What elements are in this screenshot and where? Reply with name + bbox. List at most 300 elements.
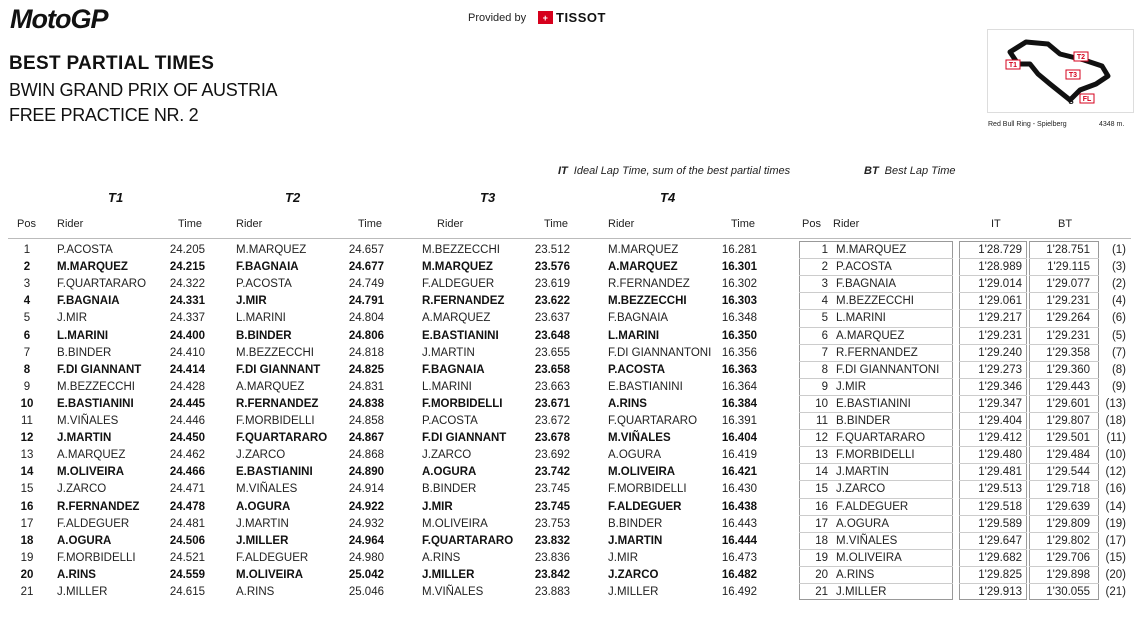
time-cell-t1: 24.478 xyxy=(169,501,205,513)
rider-cell-t1: F.MORBIDELLI xyxy=(57,552,136,564)
ideal-rider-cell: F.DI GIANNANTONI xyxy=(836,364,940,376)
row-divider xyxy=(799,258,953,259)
session-name: FREE PRACTICE NR. 2 xyxy=(9,105,199,125)
row-divider xyxy=(959,446,1027,447)
rider-cell-t3: A.RINS xyxy=(422,552,461,564)
ideal-bt-cell: 1'29.264 xyxy=(1046,312,1090,324)
row-divider xyxy=(1029,532,1099,533)
legend-it xyxy=(558,165,790,177)
col-header-rider-t2: Rider xyxy=(236,218,263,230)
time-cell-t2: 24.657 xyxy=(348,244,384,256)
rider-cell-t3: E.BASTIANINI xyxy=(422,330,499,342)
ideal-rider-cell: P.ACOSTA xyxy=(836,261,892,273)
time-cell-t1: 24.215 xyxy=(169,261,205,273)
row-divider xyxy=(959,463,1027,464)
row-divider xyxy=(1029,566,1099,567)
row-divider xyxy=(959,412,1027,413)
ideal-it-cell: 1'29.825 xyxy=(978,569,1022,581)
row-divider xyxy=(1029,327,1099,328)
pos-cell: 6 xyxy=(23,330,31,342)
ideal-rider-cell: L.MARINI xyxy=(836,312,886,324)
time-cell-t4: 16.384 xyxy=(721,398,757,410)
ideal-bt-rank-cell: (3) xyxy=(1111,261,1126,273)
ideal-pos-cell: 11 xyxy=(816,415,828,427)
ideal-bt-rank-cell: (20) xyxy=(1105,569,1126,581)
segment-header-t2: T2 xyxy=(285,190,301,205)
ideal-bt-rank-cell: (11) xyxy=(1106,432,1126,444)
row-divider xyxy=(1029,515,1099,516)
page-title: BEST PARTIAL TIMES xyxy=(9,53,215,74)
rider-cell-t1: J.MIR xyxy=(57,312,88,324)
time-cell-t4: 16.303 xyxy=(721,295,757,307)
rider-cell-t2: R.FERNANDEZ xyxy=(236,398,319,410)
ideal-bt-rank-cell: (5) xyxy=(1111,330,1126,342)
rider-cell-t1: M.MARQUEZ xyxy=(57,261,128,273)
row-divider xyxy=(959,309,1027,310)
ideal-bt-rank-cell: (4) xyxy=(1111,295,1126,307)
time-cell-t3: 23.671 xyxy=(534,398,570,410)
ideal-bt-cell: 1'29.231 xyxy=(1046,295,1090,307)
time-cell-t4: 16.444 xyxy=(721,535,757,547)
sponsor-logo xyxy=(538,10,606,25)
time-cell-t3: 23.753 xyxy=(534,518,570,530)
time-cell-t1: 24.466 xyxy=(169,466,205,478)
rider-cell-t3: A.MARQUEZ xyxy=(422,312,491,324)
time-cell-t2: 24.867 xyxy=(348,432,384,444)
ideal-it-cell: 1'29.347 xyxy=(978,398,1022,410)
time-cell-t4: 16.301 xyxy=(721,261,757,273)
col-header-bt: BT xyxy=(1058,218,1073,230)
time-cell-t1: 24.331 xyxy=(169,295,205,307)
rider-cell-t2: E.BASTIANINI xyxy=(236,466,313,478)
row-divider xyxy=(799,498,953,499)
row-divider xyxy=(959,566,1027,567)
time-cell-t2: 25.042 xyxy=(348,569,384,581)
rider-cell-t2: A.RINS xyxy=(236,586,275,598)
col-header-it: IT xyxy=(991,218,1001,230)
ideal-pos-cell: 5 xyxy=(821,312,828,324)
time-cell-t2: 24.825 xyxy=(348,364,384,376)
pos-cell: 8 xyxy=(23,364,31,376)
marker-t2: T2 xyxy=(1076,54,1086,61)
pos-cell: 2 xyxy=(23,261,31,273)
ideal-bt-cell: 1'29.706 xyxy=(1046,552,1090,564)
rider-cell-t3: F.QUARTARARO xyxy=(422,535,514,547)
ideal-pos-cell: 7 xyxy=(821,347,828,359)
time-cell-t3: 23.832 xyxy=(534,535,570,547)
ideal-rider-cell: M.OLIVEIRA xyxy=(836,552,902,564)
time-cell-t4: 16.443 xyxy=(721,518,757,530)
row-divider xyxy=(799,463,953,464)
rider-cell-t4: B.BINDER xyxy=(608,518,663,530)
time-cell-t2: 24.749 xyxy=(348,278,384,290)
row-divider xyxy=(959,583,1027,584)
rider-cell-t2: J.ZARCO xyxy=(236,449,286,461)
row-divider xyxy=(799,549,953,550)
marker-t3: T3 xyxy=(1068,72,1078,79)
rider-cell-t3: M.OLIVEIRA xyxy=(422,518,488,530)
time-cell-t2: 24.964 xyxy=(348,535,384,547)
ideal-pos-cell: 20 xyxy=(815,569,828,581)
ideal-pos-cell: 10 xyxy=(815,398,828,410)
ideal-bt-rank-cell: (13) xyxy=(1105,398,1126,410)
row-divider xyxy=(1029,498,1099,499)
rider-cell-t4: A.RINS xyxy=(608,398,647,410)
rider-cell-t4: F.ALDEGUER xyxy=(608,501,682,513)
ideal-rider-cell: E.BASTIANINI xyxy=(836,398,911,410)
ideal-bt-cell: 1'29.898 xyxy=(1046,569,1090,581)
ideal-it-cell: 1'29.412 xyxy=(978,432,1022,444)
row-divider xyxy=(959,361,1027,362)
rider-cell-t3: F.DI GIANNANT xyxy=(422,432,507,444)
rider-cell-t2: F.ALDEGUER xyxy=(236,552,309,564)
row-divider xyxy=(959,498,1027,499)
ideal-rider-cell: M.VIÑALES xyxy=(836,535,898,547)
ideal-bt-cell: 1'29.115 xyxy=(1047,261,1090,273)
ideal-pos-cell: 2 xyxy=(821,261,828,273)
rider-cell-t3: R.FERNANDEZ xyxy=(422,295,505,307)
ideal-rider-cell: A.OGURA xyxy=(836,518,890,530)
row-divider xyxy=(799,480,953,481)
time-cell-t1: 24.471 xyxy=(169,483,205,495)
ideal-it-cell: 1'29.481 xyxy=(978,466,1022,478)
rider-cell-t4: A.MARQUEZ xyxy=(608,261,678,273)
rider-cell-t3: B.BINDER xyxy=(422,483,477,495)
ideal-bt-cell: 1'28.751 xyxy=(1046,244,1090,256)
row-divider xyxy=(799,378,953,379)
row-divider xyxy=(799,566,953,567)
event-name: BWIN GRAND PRIX OF AUSTRIA xyxy=(9,80,278,100)
rider-cell-t3: F.ALDEGUER xyxy=(422,278,495,290)
row-divider xyxy=(1029,275,1099,276)
rider-cell-t4: M.OLIVEIRA xyxy=(608,466,676,478)
rider-cell-t1: F.ALDEGUER xyxy=(57,518,130,530)
time-cell-t2: 24.831 xyxy=(348,381,384,393)
time-cell-t3: 23.663 xyxy=(534,381,570,393)
time-cell-t1: 24.337 xyxy=(169,312,205,324)
rider-cell-t2: M.BEZZECCHI xyxy=(236,347,314,359)
ideal-bt-cell: 1'29.484 xyxy=(1046,449,1090,461)
col-header-rider-t4: Rider xyxy=(608,218,635,230)
ideal-rider-cell: J.ZARCO xyxy=(836,483,886,495)
pos-cell: 18 xyxy=(20,535,34,547)
time-cell-t2: 24.868 xyxy=(348,449,384,461)
marker-fl: FL xyxy=(1082,96,1092,103)
row-divider xyxy=(799,309,953,310)
time-cell-t3: 23.742 xyxy=(534,466,570,478)
time-cell-t1: 24.322 xyxy=(169,278,205,290)
time-cell-t1: 24.445 xyxy=(169,398,205,410)
rider-cell-t4: J.MILLER xyxy=(608,586,659,598)
legend-bt xyxy=(864,165,956,177)
ideal-bt-rank-cell: (14) xyxy=(1105,501,1126,513)
rider-cell-t1: R.FERNANDEZ xyxy=(57,501,140,513)
row-divider xyxy=(959,275,1027,276)
ideal-pos-cell: 4 xyxy=(821,295,828,307)
ideal-bt-rank-cell: (9) xyxy=(1111,381,1126,393)
pos-cell: 14 xyxy=(20,466,34,478)
ideal-pos-cell: 1 xyxy=(821,244,828,256)
col-header-rider-t3: Rider xyxy=(437,218,464,230)
row-divider xyxy=(1029,480,1099,481)
ideal-it-cell: 1'29.404 xyxy=(978,415,1022,427)
rider-cell-t3: P.ACOSTA xyxy=(422,415,478,427)
row-divider xyxy=(959,327,1027,328)
time-cell-t1: 24.559 xyxy=(169,569,205,581)
ideal-pos-cell: 8 xyxy=(821,364,828,376)
rider-cell-t4: L.MARINI xyxy=(608,330,660,342)
col-header-pos-ideal: Pos xyxy=(802,218,821,230)
row-divider xyxy=(959,549,1027,550)
ideal-bt-rank-cell: (1) xyxy=(1111,244,1126,256)
rider-cell-t3: J.MILLER xyxy=(422,569,475,581)
ideal-bt-rank-cell: (8) xyxy=(1111,364,1126,376)
ideal-pos-cell: 3 xyxy=(821,278,828,290)
row-divider xyxy=(1029,361,1099,362)
ideal-bt-cell: 1'29.501 xyxy=(1046,432,1090,444)
ideal-bt-cell: 1'29.544 xyxy=(1046,466,1090,478)
pos-cell: 4 xyxy=(23,295,31,307)
rider-cell-t1: F.DI GIANNANT xyxy=(57,364,142,376)
pos-cell: 10 xyxy=(20,398,34,410)
rider-cell-t4: F.DI GIANNANTONI xyxy=(608,347,712,359)
col-header-time-t4: Time xyxy=(731,218,756,230)
legend-bt-code: BT xyxy=(864,165,879,177)
rider-cell-t2: F.BAGNAIA xyxy=(236,261,299,273)
time-cell-t4: 16.363 xyxy=(721,364,757,376)
ideal-bt-rank-cell: (2) xyxy=(1111,278,1126,290)
row-divider xyxy=(1029,446,1099,447)
ideal-rider-cell: F.ALDEGUER xyxy=(836,501,909,513)
rider-cell-t1: F.QUARTARARO xyxy=(57,278,147,290)
rider-cell-t3: M.VIÑALES xyxy=(422,586,484,598)
time-cell-t1: 24.462 xyxy=(169,449,205,461)
legend-bt-desc: Best Lap Time xyxy=(884,165,956,177)
ideal-pos-cell: 13 xyxy=(815,449,828,461)
rider-cell-t1: M.OLIVEIRA xyxy=(57,466,125,478)
motogp-logo: MotoGP xyxy=(10,4,108,34)
col-header-pos: Pos xyxy=(17,218,36,230)
rider-cell-t3: F.BAGNAIA xyxy=(422,364,485,376)
ideal-bt-cell: 1'29.807 xyxy=(1046,415,1090,427)
row-divider xyxy=(1029,258,1099,259)
ideal-rider-cell: J.MILLER xyxy=(836,586,887,598)
ideal-it-cell: 1'29.682 xyxy=(978,552,1022,564)
rider-cell-t3: J.MIR xyxy=(422,501,453,513)
row-divider xyxy=(799,446,953,447)
row-divider xyxy=(799,532,953,533)
time-cell-t3: 23.619 xyxy=(534,278,570,290)
rider-cell-t2: A.OGURA xyxy=(236,501,291,513)
legend-it-code: IT xyxy=(558,165,568,177)
col-header-time-t1: Time xyxy=(178,218,203,230)
rider-cell-t1: M.BEZZECCHI xyxy=(57,381,135,393)
pos-cell: 7 xyxy=(23,347,31,359)
time-cell-t1: 24.205 xyxy=(169,244,205,256)
row-divider xyxy=(1029,292,1099,293)
time-cell-t3: 23.692 xyxy=(534,449,570,461)
ideal-bt-rank-cell: (15) xyxy=(1105,552,1126,564)
ideal-bt-rank-cell: (21) xyxy=(1105,586,1126,598)
time-cell-t4: 16.348 xyxy=(721,312,757,324)
time-cell-t1: 24.428 xyxy=(169,381,205,393)
ideal-pos-cell: 18 xyxy=(815,535,828,547)
time-cell-t3: 23.672 xyxy=(534,415,570,427)
ideal-bt-rank-cell: (16) xyxy=(1105,483,1126,495)
time-cell-t4: 16.364 xyxy=(721,381,757,393)
ideal-bt-cell: 1'29.601 xyxy=(1046,398,1090,410)
rider-cell-t2: M.MARQUEZ xyxy=(236,244,307,256)
time-cell-t4: 16.404 xyxy=(721,432,757,444)
ideal-it-cell: 1'29.231 xyxy=(978,330,1022,342)
time-cell-t4: 16.430 xyxy=(721,483,757,495)
ideal-it-cell: 1'29.014 xyxy=(978,278,1022,290)
ideal-bt-rank-cell: (7) xyxy=(1111,347,1126,359)
rider-cell-t3: L.MARINI xyxy=(422,381,472,393)
rider-cell-t1: M.VIÑALES xyxy=(57,415,119,427)
time-cell-t3: 23.745 xyxy=(534,483,570,495)
ideal-it-cell: 1'29.913 xyxy=(978,586,1022,598)
pos-cell: 12 xyxy=(20,432,34,444)
time-cell-t1: 24.450 xyxy=(169,432,205,444)
time-cell-t3: 23.648 xyxy=(534,330,570,342)
time-cell-t2: 24.932 xyxy=(348,518,384,530)
track-map xyxy=(987,29,1134,113)
ideal-pos-cell: 14 xyxy=(815,466,828,478)
rider-cell-t1: A.OGURA xyxy=(57,535,112,547)
row-divider xyxy=(959,395,1027,396)
col-header-time-t3: Time xyxy=(544,218,569,230)
ideal-bt-cell: 1'29.809 xyxy=(1046,518,1090,530)
row-divider xyxy=(959,532,1027,533)
rider-cell-t4: F.MORBIDELLI xyxy=(608,483,687,495)
ideal-bt-rank-cell: (17) xyxy=(1105,535,1126,547)
row-divider xyxy=(959,292,1027,293)
time-cell-t3: 23.576 xyxy=(534,261,570,273)
ideal-it-cell: 1'29.589 xyxy=(978,518,1022,530)
pos-cell: 13 xyxy=(20,449,34,461)
pos-cell: 11 xyxy=(21,415,33,427)
rider-cell-t3: A.OGURA xyxy=(422,466,477,478)
time-cell-t3: 23.512 xyxy=(534,244,570,256)
pos-cell: 20 xyxy=(20,569,34,581)
marker-s: S xyxy=(1068,97,1074,106)
ideal-bt-cell: 1'29.231 xyxy=(1046,330,1090,342)
row-divider xyxy=(959,344,1027,345)
rider-cell-t3: M.MARQUEZ xyxy=(422,261,493,273)
segment-header-t4: T4 xyxy=(660,190,676,205)
rider-cell-t4: M.VIÑALES xyxy=(608,432,671,444)
pos-cell: 15 xyxy=(20,483,34,495)
rider-cell-t2: J.MARTIN xyxy=(236,518,289,530)
row-divider xyxy=(1029,583,1099,584)
ideal-it-cell: 1'29.518 xyxy=(978,501,1022,513)
time-cell-t4: 16.350 xyxy=(721,330,757,342)
row-divider xyxy=(799,361,953,362)
time-cell-t3: 23.655 xyxy=(534,347,570,359)
ideal-bt-cell: 1'29.358 xyxy=(1046,347,1090,359)
rider-cell-t1: L.MARINI xyxy=(57,330,109,342)
pos-cell: 5 xyxy=(23,312,31,324)
ideal-it-cell: 1'28.989 xyxy=(978,261,1022,273)
pos-cell: 9 xyxy=(23,381,31,393)
ideal-it-cell: 1'29.480 xyxy=(978,449,1022,461)
track-outline-icon xyxy=(988,30,1133,112)
col-header-time-t2: Time xyxy=(358,218,383,230)
ideal-bt-cell: 1'29.360 xyxy=(1046,364,1090,376)
rider-cell-t2: J.MIR xyxy=(236,295,267,307)
ideal-rider-cell: B.BINDER xyxy=(836,415,891,427)
time-cell-t4: 16.419 xyxy=(721,449,757,461)
ideal-pos-cell: 15 xyxy=(815,483,828,495)
row-divider xyxy=(799,515,953,516)
sponsor-name: TISSOT xyxy=(556,10,606,25)
row-divider xyxy=(959,480,1027,481)
rider-cell-t1: F.BAGNAIA xyxy=(57,295,120,307)
row-divider xyxy=(1029,429,1099,430)
ideal-bt-cell: 1'29.077 xyxy=(1046,278,1090,290)
header-divider xyxy=(8,238,1131,239)
rider-cell-t4: F.QUARTARARO xyxy=(608,415,698,427)
rider-cell-t2: F.MORBIDELLI xyxy=(236,415,315,427)
rider-cell-t4: R.FERNANDEZ xyxy=(608,278,690,290)
row-divider xyxy=(799,327,953,328)
time-cell-t4: 16.482 xyxy=(721,569,757,581)
ideal-bt-cell: 1'29.718 xyxy=(1046,483,1090,495)
rider-cell-t1: P.ACOSTA xyxy=(57,244,113,256)
time-cell-t4: 16.281 xyxy=(721,244,757,256)
ideal-it-cell: 1'29.346 xyxy=(978,381,1022,393)
time-cell-t4: 16.391 xyxy=(721,415,757,427)
ideal-pos-cell: 6 xyxy=(821,330,828,342)
rider-cell-t1: J.MARTIN xyxy=(57,432,112,444)
rider-cell-t2: A.MARQUEZ xyxy=(236,381,305,393)
ideal-rider-cell: F.MORBIDELLI xyxy=(836,449,915,461)
rider-cell-t3: F.MORBIDELLI xyxy=(422,398,503,410)
pos-cell: 16 xyxy=(20,501,34,513)
ideal-rider-cell: A.RINS xyxy=(836,569,875,581)
time-cell-t3: 23.883 xyxy=(534,586,570,598)
row-divider xyxy=(1029,412,1099,413)
col-header-rider-ideal: Rider xyxy=(833,218,860,230)
rider-cell-t2: F.QUARTARARO xyxy=(236,432,328,444)
ideal-bt-cell: 1'29.443 xyxy=(1046,381,1090,393)
ideal-rider-cell: F.BAGNAIA xyxy=(836,278,897,290)
time-cell-t3: 23.637 xyxy=(534,312,570,324)
rider-cell-t2: F.DI GIANNANT xyxy=(236,364,321,376)
col-header-rider-t1: Rider xyxy=(57,218,84,230)
rider-cell-t2: M.OLIVEIRA xyxy=(236,569,304,581)
time-cell-t2: 24.677 xyxy=(348,261,384,273)
rider-cell-t4: A.OGURA xyxy=(608,449,662,461)
pos-cell: 17 xyxy=(20,518,34,530)
rider-cell-t4: E.BASTIANINI xyxy=(608,381,683,393)
ideal-rider-cell: R.FERNANDEZ xyxy=(836,347,918,359)
provided-by-label: Provided by xyxy=(468,12,527,24)
ideal-pos-cell: 12 xyxy=(815,432,828,444)
time-cell-t3: 23.842 xyxy=(534,569,570,581)
time-cell-t4: 16.492 xyxy=(721,586,757,598)
time-cell-t1: 24.481 xyxy=(169,518,205,530)
row-divider xyxy=(1029,378,1099,379)
row-divider xyxy=(799,395,953,396)
ideal-rider-cell: F.QUARTARARO xyxy=(836,432,926,444)
row-divider xyxy=(1029,395,1099,396)
row-divider xyxy=(799,583,953,584)
time-cell-t4: 16.302 xyxy=(721,278,757,290)
row-divider xyxy=(1029,309,1099,310)
time-cell-t3: 23.745 xyxy=(534,501,570,513)
